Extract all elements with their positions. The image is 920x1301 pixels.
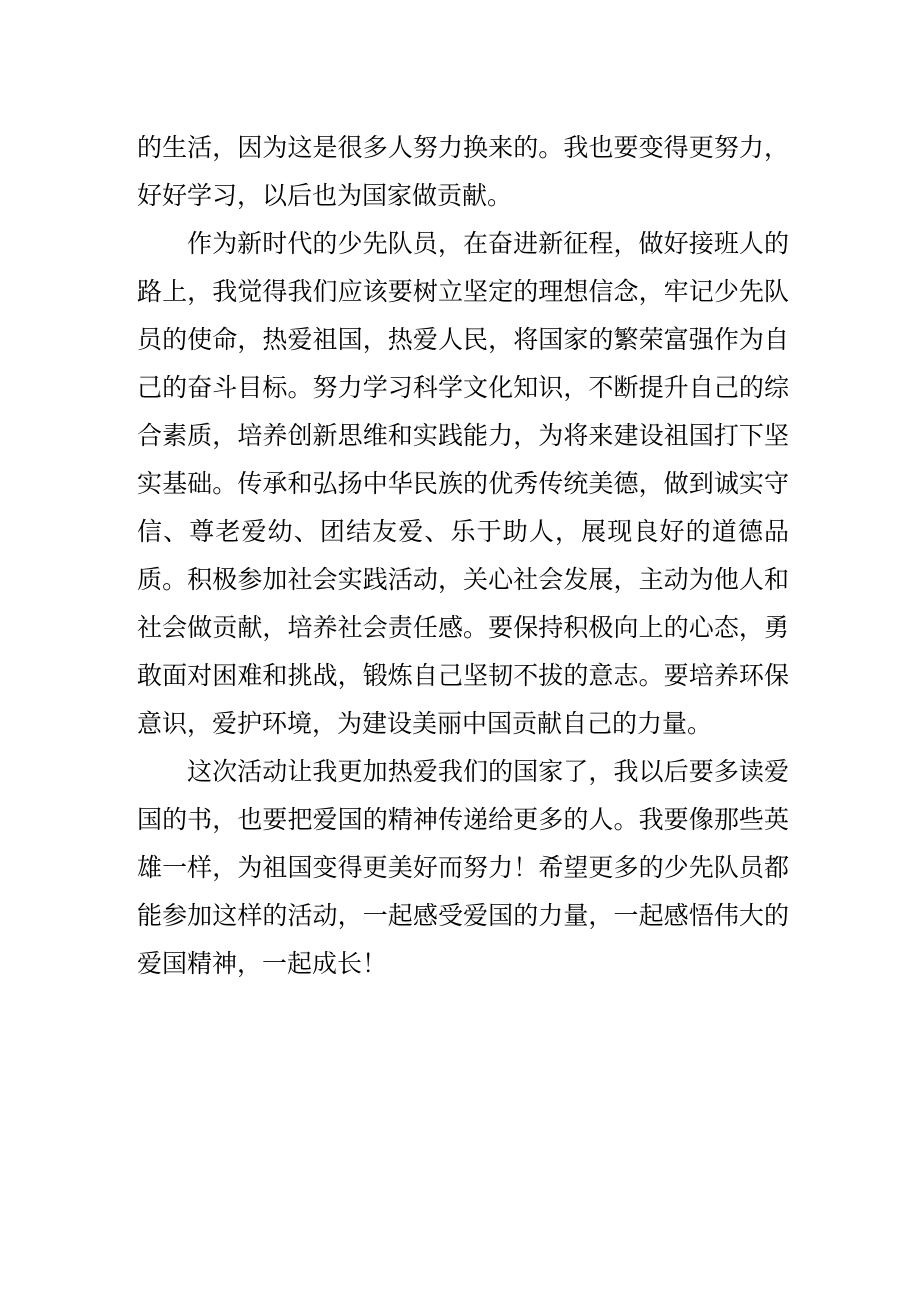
paragraph-1: 的生活，因为这是很多人努力换来的。我也要变得更努力，好好学习，以后也为国家做贡献。 bbox=[137, 133, 789, 210]
document-body bbox=[137, 124, 789, 988]
paragraph-2: 作为新时代的少先队员，在奋进新征程，做好接班人的路上，我觉得我们应该要树立坚定的理想信念，牢记少先队员的使命，热爱祖国，热爱人民，将国家的繁荣富强作为自己的奋斗目标。努力学习科学文化知识，不断提升自己的综合素质，培养创新思维和实践能力，为将来建设祖国打下坚实基础。传承和弘扬中华民族的优秀传统美德，做到诚实守信、尊老爱幼、团结友爱、乐于助人，展现良好的道德品质。积极参加社会实践活动，关心社会发展，主动为他人和社会做贡献，培养社会责任感。要保持积极向上的心态，勇敢面对困难和挑战，锻炼自己坚韧不拔的意志。要培养环保意识，爱护环境，为建设美丽中国贡献自己的力量。 bbox=[137, 229, 789, 738]
paragraph-3: 这次活动让我更加热爱我们的国家了，我以后要多读爱国的书，也要把爱国的精神传递给更多的人。我要像那些英雄一样，为祖国变得更美好而努力！希望更多的少先队员都能参加这样的活动，一起感受爱国的力量，一起感悟伟大的爱国精神，一起成长！ bbox=[137, 757, 789, 978]
